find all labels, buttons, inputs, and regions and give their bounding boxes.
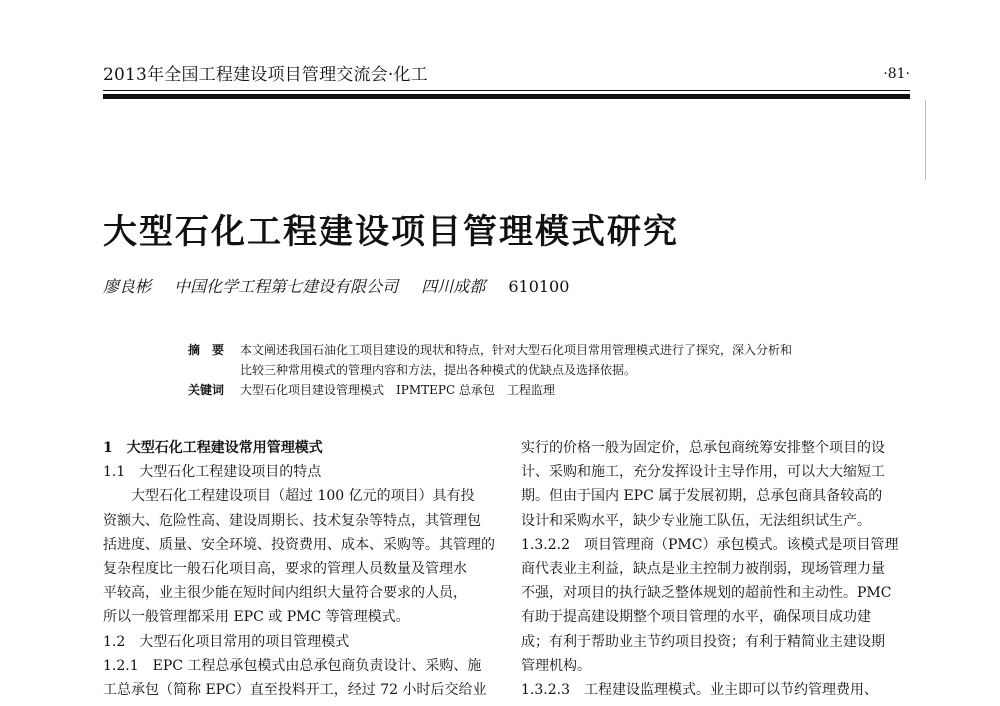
header-rule-thick — [103, 94, 910, 99]
abstract-line-2: 比较三种常用模式的管理内容和方法，提出各种模式的优缺点及选择依据。 — [240, 363, 637, 377]
postcode: 610100 — [508, 277, 570, 296]
abstract-label: 摘 要 — [188, 343, 225, 357]
running-title: 2013年全国工程建设项目管理交流会·化工 — [103, 65, 428, 85]
body-line: 1.2.1 EPC 工程总承包模式由总承包商负责设计、采购、施 — [103, 657, 482, 674]
article-title: 大型石化工程建设项目管理模式研究 — [103, 212, 679, 252]
subsection-heading: 1.2 大型石化项目常用的项目管理模式 — [103, 633, 350, 650]
author-name: 廖良彬 — [103, 277, 152, 296]
author-line — [103, 274, 587, 297]
body-line: 期。但由于国内 EPC 属于发展初期，总承包商具备较高的 — [521, 488, 883, 505]
section-heading: 1 大型石化工程建设常用管理模式 — [103, 440, 323, 456]
body-line: 管理机构。 — [521, 657, 591, 674]
body-line: 实行的价格一般为固定价，总承包商统筹安排整个项目的设 — [521, 440, 885, 456]
body-line: 设计和采购水平，缺少专业施工队伍，无法组织试生产。 — [521, 512, 871, 529]
body-line: 计、采购和施工，充分发挥设计主导作用，可以大大缩短工 — [521, 464, 885, 481]
keywords-label: 关键词 — [188, 383, 225, 397]
body-line: 1.3.2.3 工程建设监理模式。业主即可以节约管理费用、 — [521, 682, 878, 699]
header-rule-thin — [103, 90, 910, 91]
left-column — [103, 436, 495, 702]
right-column — [521, 436, 908, 702]
body-line: 括进度、质量、安全环境、投资费用、成本、采购等。其管理的 — [103, 536, 495, 553]
body-line: 所以一般管理都采用 EPC 或 PMC 等管理模式。 — [103, 609, 410, 626]
body-line: 成；有利于帮助业主节约项目投资；有利于精简业主建设期 — [521, 633, 885, 650]
abstract-row — [188, 340, 858, 360]
keywords: 大型石化项目建设管理模式 IPMTEPC 总承包 工程监理 — [240, 383, 555, 397]
body-line: 有助于提高建设期整个项目管理的水平，确保项目成功建 — [521, 609, 871, 626]
body-line: 商代表业主利益，缺点是业主控制力被削弱，现场管理力量 — [521, 561, 885, 578]
body-line: 复杂程度比一般石化项目高，要求的管理人员数量及管理水 — [103, 561, 467, 578]
body-line: 大型石化工程建设项目（超过 100 亿元的项目）具有投 — [103, 488, 475, 505]
body-line: 资额大、危险性高、建设周期长、技术复杂等特点，其管理包 — [103, 512, 481, 529]
running-header — [103, 60, 910, 104]
subsection-heading: 1.1 大型石化工程建设项目的特点 — [103, 464, 322, 481]
abstract-block — [188, 340, 858, 400]
affiliation: 中国化学工程第七建设有限公司 — [174, 277, 399, 296]
body-line: 平较高，业主很少能在短时间内组织大量符合要求的人员， — [103, 585, 467, 602]
location: 四川成都 — [421, 277, 486, 296]
abstract-line-1: 本文阐述我国石油化工项目建设的现状和特点，针对大型石化项目常用管理模式进行了探究，深入分析和 — [240, 343, 793, 357]
body-line: 1.3.2.2 项目管理商（PMC）承包模式。该模式是项目管理 — [521, 536, 899, 553]
keywords-row — [188, 380, 858, 400]
body-line: 工总承包（简称 EPC）直至投料开工，经过 72 小时后交给业 — [103, 682, 487, 699]
page-number: ·81· — [883, 66, 910, 82]
margin-scan-line — [925, 100, 926, 180]
body-line: 不强，对项目的执行缺乏整体规划的超前性和主动性。PMC — [521, 585, 892, 602]
